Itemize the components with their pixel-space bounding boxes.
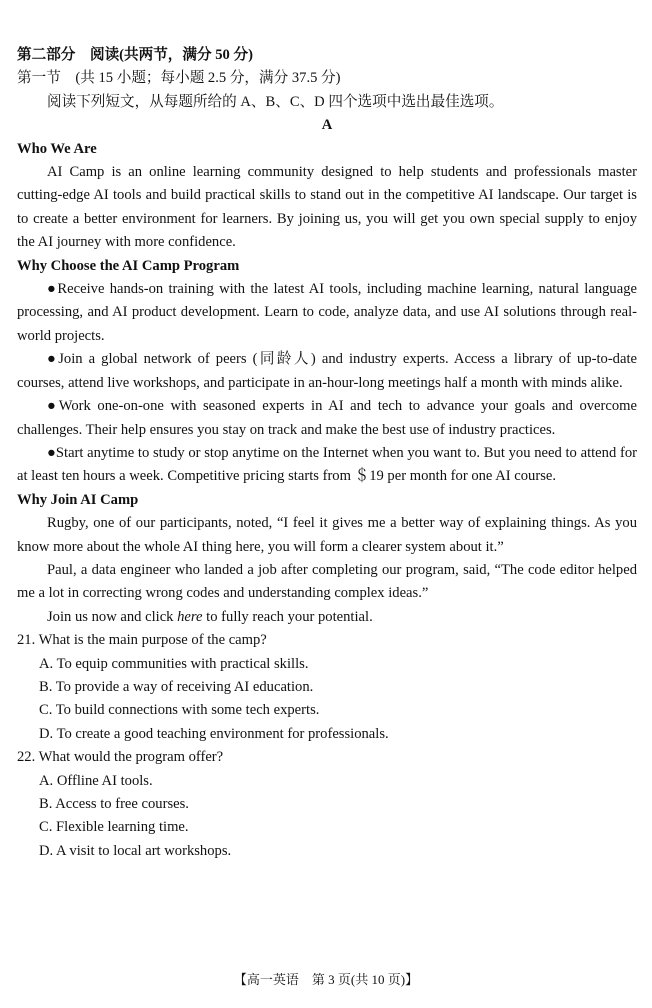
section-title: 第一节 (共 15 小题；每小题 2.5 分，满分 37.5 分) xyxy=(17,70,341,87)
passage-label: A xyxy=(321,117,333,134)
option-a: A. Offline AI tools. xyxy=(39,772,153,789)
who-paragraph: AI Camp is an online learning community designed to help students and professionals master cutting-edge AI tools and build practical skills to stand out in the competitive AI landscape. Our target is to create a better environment for learners. By joining us, you will get you own special supply to enjoy the AI journey with more confidence. xyxy=(17,164,637,251)
part-title: 第二部分 阅读(共两节，满分 50 分) xyxy=(17,47,253,63)
question-21 xyxy=(17,629,637,746)
option-d: D. A visit to local art workshops. xyxy=(39,842,232,859)
option-c: C. To build connections with some tech experts. xyxy=(39,702,320,719)
why-join-heading: Why Join AI Camp xyxy=(17,491,139,508)
here-link[interactable]: here xyxy=(177,608,203,625)
option-a: A. To equip communities with practical skills. xyxy=(39,655,309,672)
question-stem: 21. What is the main purpose of the camp? xyxy=(17,632,267,649)
option-b: B. Access to free courses. xyxy=(39,796,189,812)
option-d: D. To create a good teaching environment for professionals. xyxy=(39,725,389,742)
instruction: 阅读下列短文，从每题所给的 A、B、C、D 四个选项中选出最佳选项。 xyxy=(47,93,504,110)
exam-page xyxy=(17,44,637,863)
question-stem: 22. What would the program offer? xyxy=(17,749,224,766)
bullet-schedule: ●Start anytime to study or stop anytime on the Internet when you want to. But you need to attend for at least ten hours a week. Competitive pricing starts from ＄19 per month for one AI course. xyxy=(17,444,637,485)
page-footer: 【高一英语 第 3 页(共 10 页)】 xyxy=(233,972,419,987)
bullet-training: ●Receive hands-on training with the latest AI tools, including machine learning, natural language processing, and AI product development. Learn to code, analyze data, and use AI solutions through real-world projects. xyxy=(17,281,637,344)
bullet-network: ●Join a global network of peers (同龄人) and industry experts. Access a library of up-to-date courses, attend live workshops, and participate in an-hour-long meetings half a month with minds alike. xyxy=(17,351,637,391)
closing-after: to fully reach your potential. xyxy=(202,608,373,625)
closing-line xyxy=(17,606,637,629)
quote-paul: Paul, a data engineer who landed a job after completing our program, said, “The code editor helped me a lot in correcting wrong codes and understanding complex ideas.” xyxy=(17,561,637,602)
bullet-experts: ●Work one-on-one with seasoned experts in AI and tech to advance your goals and overcome challenges. Their help ensures you stay on track and make the best use of industry practices. xyxy=(17,398,637,438)
quote-rugby: Rugby, one of our participants, noted, “I feel it gives me a better way of explaining things. As you know more about the whole AI thing here, you will form a clearer system about it.” xyxy=(17,515,637,555)
question-22 xyxy=(17,746,637,863)
who-heading: Who We Are xyxy=(17,140,97,157)
option-c: C. Flexible learning time. xyxy=(39,819,189,836)
why-choose-heading: Why Choose the AI Camp Program xyxy=(17,257,240,274)
closing-before: Join us now and click xyxy=(47,608,178,625)
option-b: B. To provide a way of receiving AI education. xyxy=(39,678,314,695)
